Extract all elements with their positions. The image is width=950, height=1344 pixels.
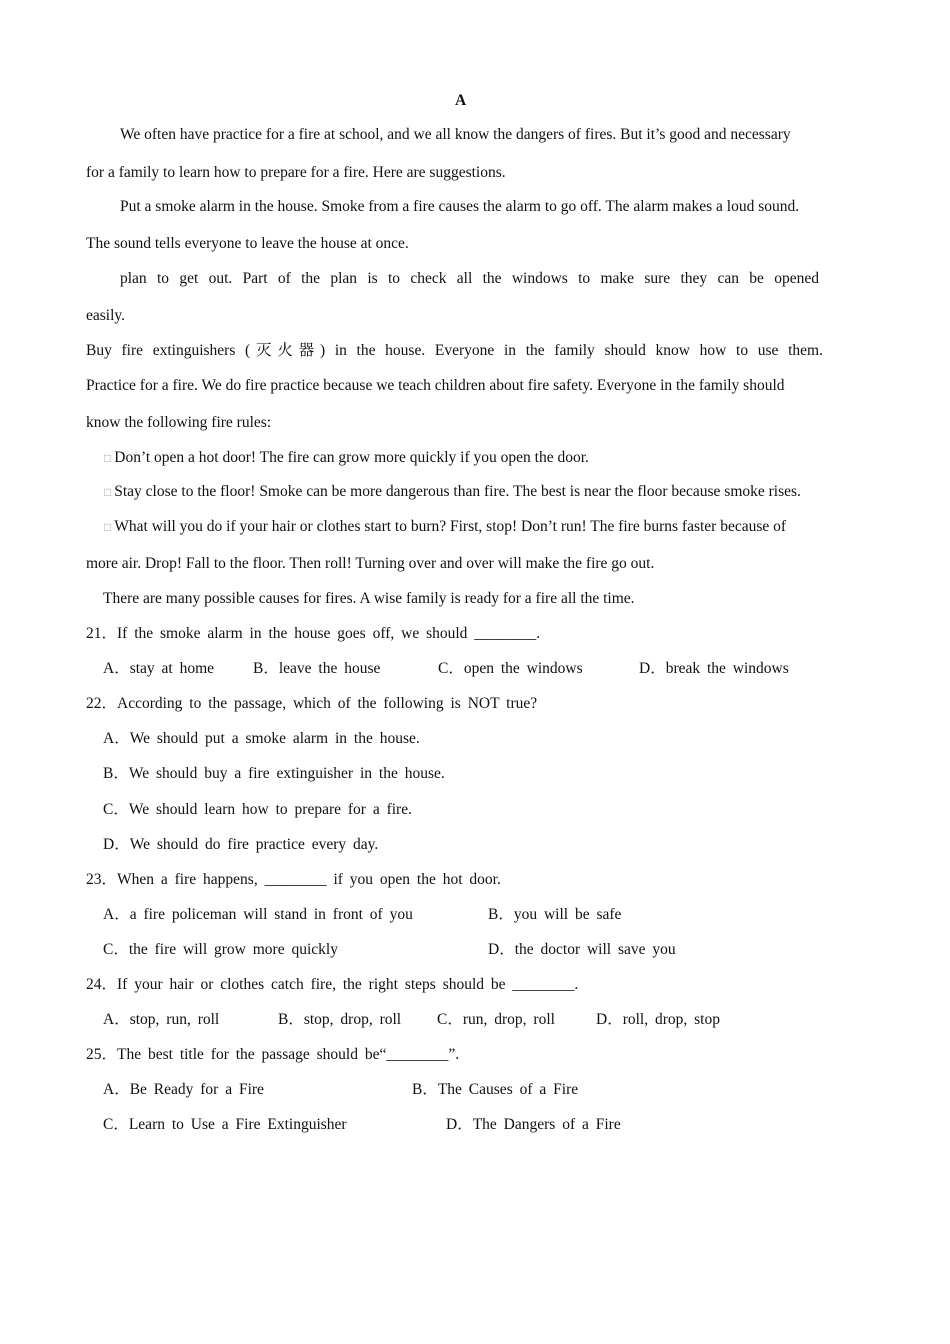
passage-p4-line1: Buy fire extinguishers (灭火器) in the house. Everyone in the family should know how to use them. (86, 342, 823, 359)
q23-stem: 23．When a fire happens, ________ if you open the hot door. (86, 871, 501, 888)
fire-rule-1-text: Don’t open a hot door! The fire can grow more quickly if you open the door. (114, 449, 589, 466)
section-title: A (455, 92, 467, 109)
bullet-icon: □ (104, 451, 112, 465)
passage-p3-line2: easily. (86, 307, 126, 324)
passage-p5-line1: Practice for a fire. We do fire practice because we teach children about fire safety. Everyone in the family should (86, 377, 785, 394)
passage-p3-line1: plan to get out. Part of the plan is to check all the windows to make sure they can be opened (120, 270, 819, 287)
q24-option-b: B．stop, drop, roll (278, 1011, 402, 1028)
q21-option-a: A．stay at home (103, 660, 215, 677)
q25-option-b: B．The Causes of a Fire (412, 1081, 579, 1098)
fire-rule-2-text: Stay close to the floor! Smoke can be more dangerous than fire. The best is near the floor because smoke rises. (114, 483, 801, 500)
passage-p1-line1: We often have practice for a fire at school, and we all know the dangers of fires. But it’s good and necessary (120, 126, 791, 143)
fire-rule-3-line2: more air. Drop! Fall to the floor. Then roll! Turning over and over will make the fire go out. (86, 555, 655, 572)
passage-p6-line1: There are many possible causes for fires. A wise family is ready for a fire all the time. (103, 590, 635, 607)
q23-option-b: B．you will be safe (488, 906, 622, 923)
q23-option-d: D．the doctor will save you (488, 941, 676, 958)
passage-p2-line1: Put a smoke alarm in the house. Smoke from a fire causes the alarm to go off. The alarm makes a loud sound. (120, 198, 800, 215)
q21-option-d: D．break the windows (639, 660, 789, 677)
q21-option-b: B．leave the house (253, 660, 381, 677)
q25-option-c: C．Learn to Use a Fire Extinguisher (103, 1116, 347, 1133)
bullet-icon: □ (104, 485, 112, 499)
q25-option-d: D．The Dangers of a Fire (446, 1116, 621, 1133)
q25-stem: 25．The best title for the passage should be“________”. (86, 1046, 460, 1063)
bullet-icon: □ (104, 520, 112, 534)
q24-option-a: A．stop, run, roll (103, 1011, 220, 1028)
q23-option-a: A．a fire policeman will stand in front of you (103, 906, 413, 923)
q24-option-c: C．run, drop, roll (437, 1011, 555, 1028)
q22-stem: 22．According to the passage, which of the following is NOT true? (86, 695, 538, 712)
q22-option-a: A．We should put a smoke alarm in the house. (103, 730, 420, 747)
passage-p2-line2: The sound tells everyone to leave the house at once. (86, 235, 409, 252)
fire-rule-3 (104, 517, 786, 537)
q22-option-c: C．We should learn how to prepare for a fire. (103, 801, 412, 818)
q25-option-a: A．Be Ready for a Fire (103, 1081, 264, 1098)
q21-option-c: C．open the windows (438, 660, 583, 677)
passage-p1-line2: for a family to learn how to prepare for a fire. Here are suggestions. (86, 164, 506, 181)
q21-stem: 21．If the smoke alarm in the house goes off, we should ________. (86, 625, 541, 642)
q24-option-d: D．roll, drop, stop (596, 1011, 720, 1028)
q22-option-d: D．We should do fire practice every day. (103, 836, 379, 853)
q24-stem: 24．If your hair or clothes catch fire, the right steps should be ________. (86, 976, 579, 993)
passage-p5-line2: know the following fire rules: (86, 414, 272, 431)
q23-option-c: C．the fire will grow more quickly (103, 941, 338, 958)
fire-rule-3-text: What will you do if your hair or clothes start to burn? First, stop! Don’t run! The fire burns faster because of (114, 518, 787, 535)
q22-option-b: B．We should buy a fire extinguisher in the house. (103, 765, 445, 782)
fire-rule-1 (104, 448, 589, 468)
fire-rule-2 (104, 482, 801, 502)
